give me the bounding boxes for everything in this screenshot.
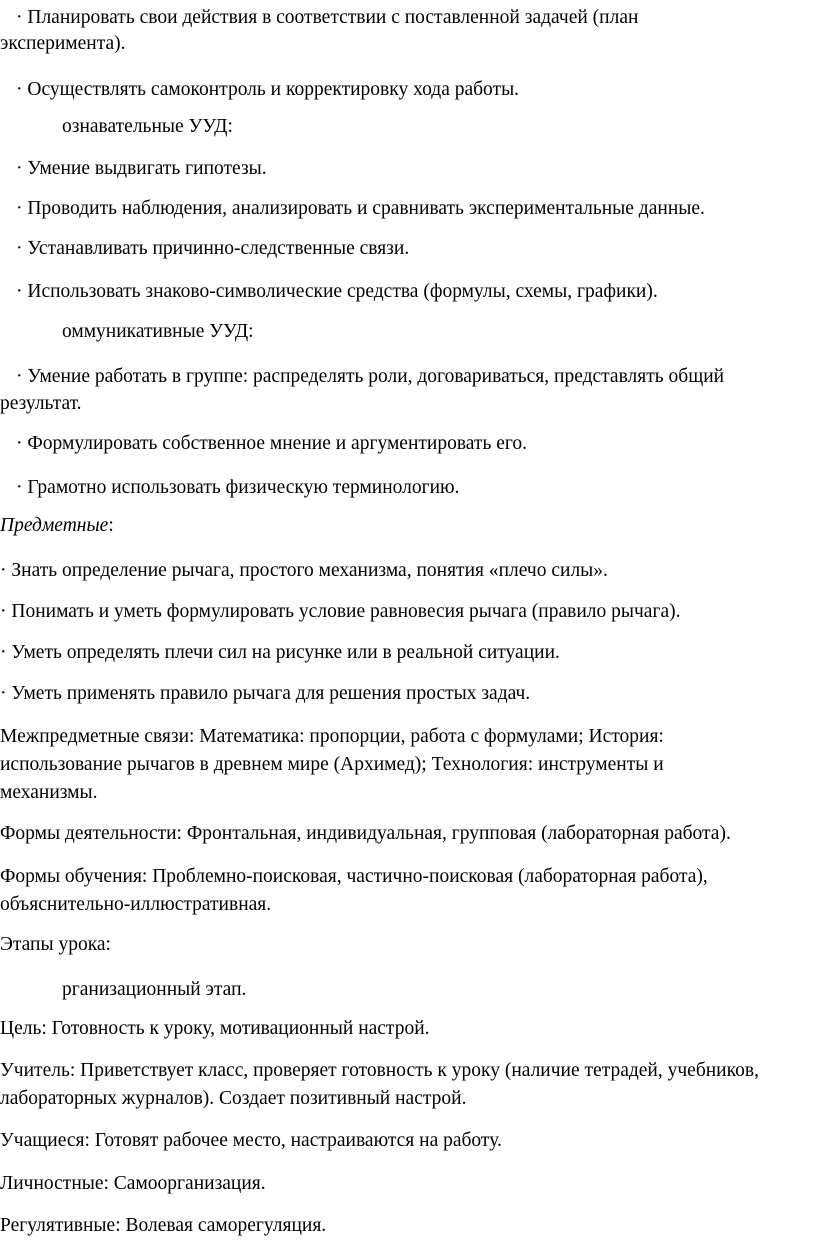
teacher-line: лабораторных журналов). Создает позитивный настрой. — [0, 1088, 467, 1109]
list-item: · Грамотно использовать физическую терминологию. — [16, 477, 460, 498]
students-text: Учащиеся: Готовят рабочее место, настраиваются на работу. — [0, 1130, 502, 1151]
section-heading-subject — [0, 510, 114, 541]
list-item: · Понимать и уметь формулировать условие равновесия рычага (правило рычага). — [0, 601, 681, 622]
list-item: · Формулировать собственное мнение и аргументировать его. — [16, 433, 528, 454]
activity-forms: Формы деятельности: Фронтальная, индивидуальная, групповая (лабораторная работа). — [0, 823, 731, 844]
list-item: · Уметь применять правило рычага для решения простых задач. — [0, 683, 531, 704]
list-item: · Умение работать в группе: распределять роли, договариваться, представлять общий — [16, 366, 725, 387]
list-item-continuation: эксперимента). — [0, 33, 126, 54]
list-item: · Уметь определять плечи сил на рисунке или в реальной ситуации. — [0, 642, 560, 663]
list-item: · Проводить наблюдения, анализировать и сравнивать экспериментальные данные. — [16, 198, 705, 219]
list-item: · Знать определение рычага, простого механизма, понятия «плечо силы». — [0, 560, 608, 581]
stages-heading: Этапы урока: — [0, 934, 111, 955]
regulatory-text: Регулятивные: Волевая саморегуляция. — [0, 1215, 327, 1236]
section-heading-communicative: оммуникативные УУД: — [62, 321, 254, 342]
teacher-line: Учитель: Приветствует класс, проверяет готовность к уроку (наличие тетрадей, учебников, — [0, 1060, 759, 1081]
goal-text: Цель: Готовность к уроку, мотивационный настрой. — [0, 1018, 430, 1039]
list-item: · Использовать знаково-символические средства (формулы, схемы, графики). — [16, 281, 658, 302]
section-heading-cognitive: ознавательные УУД: — [62, 116, 233, 137]
subject-heading-colon: : — [108, 515, 114, 536]
interdisciplinary-line: Межпредметные связи: Математика: пропорции, работа с формулами; История: — [0, 726, 664, 747]
list-item: · Умение выдвигать гипотезы. — [16, 158, 267, 179]
list-item: · Планировать свои действия в соответствии с поставленной задачей (план — [16, 7, 639, 28]
interdisciplinary-line: механизмы. — [0, 782, 98, 803]
interdisciplinary-line: использование рычагов в древнем мире (Архимед); Технология: инструменты и — [0, 754, 664, 775]
personal-text: Личностные: Самоорганизация. — [0, 1173, 266, 1194]
learning-forms-line: объяснительно-иллюстративная. — [0, 894, 272, 915]
list-item: · Осуществлять самоконтроль и корректировку хода работы. — [16, 79, 520, 100]
list-item: · Устанавливать причинно-следственные связи. — [16, 238, 410, 259]
list-item-continuation: результат. — [0, 393, 82, 414]
stage-heading: рганизационный этап. — [62, 979, 247, 1000]
learning-forms-line: Формы обучения: Проблемно-поисковая, частично-поисковая (лабораторная работа), — [0, 866, 708, 887]
subject-heading-text: Предметные — [0, 515, 109, 536]
